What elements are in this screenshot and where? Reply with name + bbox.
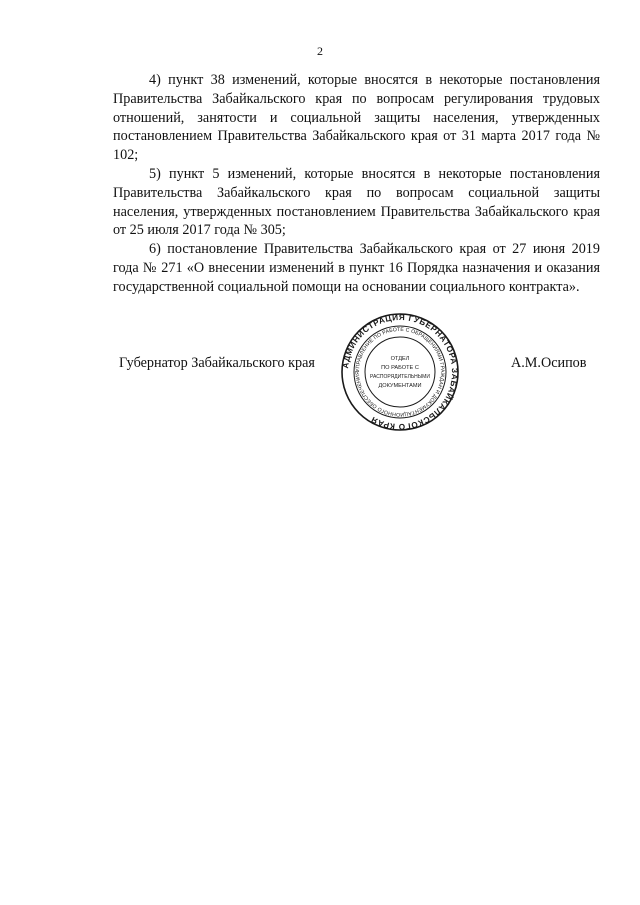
svg-text:УПРАВЛЕНИЕ ПО РАБОТЕ С ОБРАЩЕН (355, 327, 445, 417)
official-seal (340, 312, 460, 432)
seal-center-line-4: ДОКУМЕНТАМИ (378, 383, 422, 389)
seal-outer-text: АДМИНИСТРАЦИЯ ГУБЕРНАТОРА ЗАБАЙКАЛЬСКОГО КРАЯ (341, 312, 460, 432)
paragraph-item-5: 5) пункт 5 изменений, которые вносятся в некоторые постановления Правительства Забайкальского края по вопросам социальной защиты населения, утвержденных постановлением Правительства Забайкальского края от 25 июля 2017 года № 305; (113, 165, 600, 239)
paragraph-item-4: 4) пункт 38 изменений, которые вносятся в некоторые постановления Правительства Забайкальского края по вопросам регулирования трудовых отношений, занятости и социальной защиты населения, утвержденных постановлением Правительства Забайкальского края от 31 марта 2017 года № 102; (113, 72, 600, 164)
seal-center-line-3: РАСПОРЯДИТЕЛЬНЫМИ (370, 374, 430, 380)
seal-center-line-1: ОТДЕЛ (390, 356, 410, 362)
paragraph-item-6: 6) постановление Правительства Забайкальского края от 27 июня 2019 года № 271 «О внесении изменений в пункт 16 Порядка назначения и оказания государственной социальной помощи на основании социального контракта». (113, 241, 600, 295)
page-number: 2 (317, 44, 323, 58)
seal-graphic (340, 312, 460, 432)
signatory-name: А.М.Осипов (511, 355, 587, 371)
seal-center-line-2: ПО РАБОТЕ С (381, 365, 419, 371)
document-body (113, 71, 600, 297)
signatory-position: Губернатор Забайкальского края (119, 355, 315, 371)
seal-inner-text: УПРАВЛЕНИЕ ПО РАБОТЕ С ОБРАЩЕНИЯМИ ГРАЖДАН И ДОКУМЕНТАЦИОННОГО ОБЕСПЕЧЕНИЯ (354, 326, 446, 418)
signature-block (0, 344, 640, 474)
